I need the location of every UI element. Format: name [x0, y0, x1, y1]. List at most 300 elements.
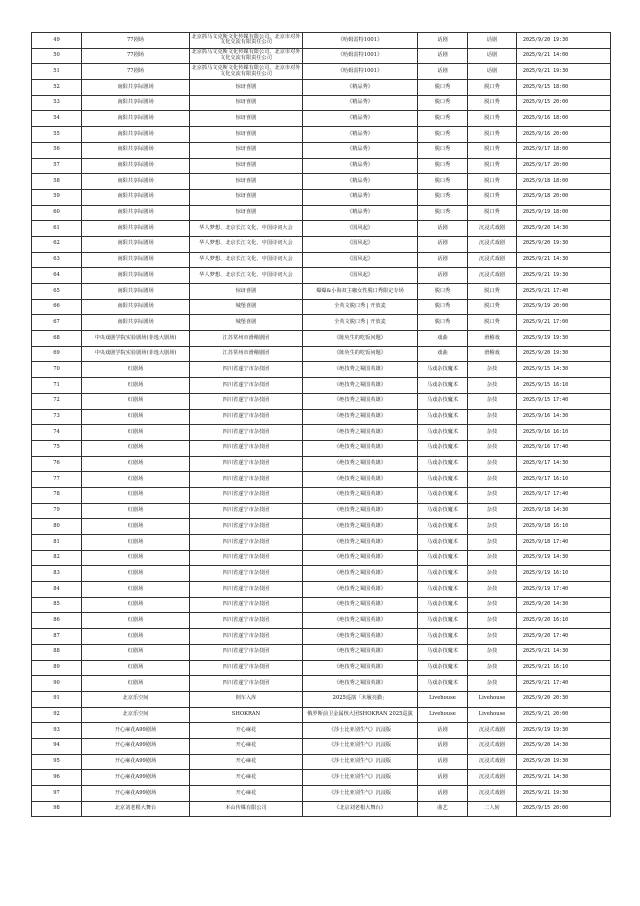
datetime-cell: 2025/9/18 17:40: [517, 535, 611, 551]
category-cell: 沉浸式戏剧: [468, 770, 517, 786]
category-cell: 二人转: [468, 801, 517, 817]
show-title-cell: 《精品秀》: [303, 142, 418, 158]
organizer-cell: 城堡喜剧: [190, 315, 303, 331]
table-row: [32, 676, 611, 692]
show-title-cell: 《绝技秀之蜀国英雄》: [303, 582, 418, 598]
category-cell: 沉浸式戏剧: [468, 221, 517, 237]
genre-cell: 话剧: [418, 723, 468, 739]
genre-cell: 马戏杂技魔术: [418, 676, 468, 692]
genre-cell: 脱口秀: [418, 127, 468, 143]
row-number-cell: 95: [32, 754, 82, 770]
category-cell: 杂技: [468, 456, 517, 472]
row-number-cell: 68: [32, 331, 82, 347]
datetime-cell: 2025/9/19 18:00: [517, 205, 611, 221]
venue-cell: 南阳共享际剧场: [82, 315, 190, 331]
category-cell: 杂技: [468, 535, 517, 551]
table-row: [32, 425, 611, 441]
genre-cell: 戏曲: [418, 331, 468, 347]
category-cell: 杂技: [468, 503, 517, 519]
genre-cell: 马戏杂技魔术: [418, 550, 468, 566]
category-cell: Livehouse: [468, 707, 517, 723]
category-cell: 杂技: [468, 660, 517, 676]
venue-cell: 红剧场: [82, 487, 190, 503]
show-title-cell: 《绝技秀之蜀国英雄》: [303, 644, 418, 660]
venue-cell: 红剧场: [82, 582, 190, 598]
venue-cell: 红剧场: [82, 566, 190, 582]
venue-cell: 红剧场: [82, 676, 190, 692]
venue-cell: 开心麻花A99剧场: [82, 738, 190, 754]
datetime-cell: 2025/9/16 17:40: [517, 440, 611, 456]
table-row: [32, 299, 611, 315]
genre-cell: 脱口秀: [418, 299, 468, 315]
category-cell: 杂技: [468, 519, 517, 535]
row-number-cell: 57: [32, 158, 82, 174]
genre-cell: 话剧: [418, 786, 468, 802]
datetime-cell: 2025/9/19 19:30: [517, 723, 611, 739]
row-number-cell: 92: [32, 707, 82, 723]
datetime-cell: 2025/9/15 16:10: [517, 378, 611, 394]
organizer-cell: 四川省遂宁市杂技团: [190, 472, 303, 488]
datetime-cell: 2025/9/21 17:40: [517, 284, 611, 300]
datetime-cell: 2025/9/18 14:30: [517, 503, 611, 519]
category-cell: Livehouse: [468, 691, 517, 707]
row-number-cell: 67: [32, 315, 82, 331]
show-title-cell: 《国风起》: [303, 268, 418, 284]
datetime-cell: 2025/9/15 20:00: [517, 801, 611, 817]
show-title-cell: 《精品秀》: [303, 127, 418, 143]
row-number-cell: 88: [32, 644, 82, 660]
show-title-cell: 《精品秀》: [303, 174, 418, 190]
genre-cell: 脱口秀: [418, 142, 468, 158]
row-number-cell: 54: [32, 111, 82, 127]
genre-cell: 脱口秀: [418, 111, 468, 127]
row-number-cell: 81: [32, 535, 82, 551]
row-number-cell: 74: [32, 425, 82, 441]
genre-cell: 马戏杂技魔术: [418, 613, 468, 629]
datetime-cell: 2025/9/18 16:10: [517, 519, 611, 535]
datetime-cell: 2025/9/20 19:30: [517, 754, 611, 770]
venue-cell: 开心麻花A99剧场: [82, 754, 190, 770]
genre-cell: 马戏杂技魔术: [418, 629, 468, 645]
row-number-cell: 69: [32, 346, 82, 362]
organizer-cell: 惊讶喜剧: [190, 127, 303, 143]
datetime-cell: 2025/9/21 14:30: [517, 252, 611, 268]
venue-cell: 南阳共享际剧场: [82, 142, 190, 158]
show-title-cell: 《绝技秀之蜀国英雄》: [303, 519, 418, 535]
show-title-cell: 《精品秀》: [303, 111, 418, 127]
show-title-cell: 《国风起》: [303, 221, 418, 237]
genre-cell: 马戏杂技魔术: [418, 487, 468, 503]
category-cell: 杂技: [468, 487, 517, 503]
row-number-cell: 53: [32, 95, 82, 111]
row-number-cell: 78: [32, 487, 82, 503]
category-cell: 沉浸式戏剧: [468, 754, 517, 770]
genre-cell: 话剧: [418, 221, 468, 237]
genre-cell: 戏曲: [418, 346, 468, 362]
datetime-cell: 2025/9/17 20:00: [517, 158, 611, 174]
row-number-cell: 51: [32, 64, 82, 80]
organizer-cell: 华人梦想、北京长江文化、中国诗词大会: [190, 268, 303, 284]
venue-cell: 红剧场: [82, 393, 190, 409]
show-title-cell: 《莎士比亚别生气》沉浸版: [303, 723, 418, 739]
organizer-cell: 四川省遂宁市杂技团: [190, 440, 303, 456]
show-title-cell: 《绝技秀之蜀国英雄》: [303, 378, 418, 394]
venue-cell: 红剧场: [82, 644, 190, 660]
row-number-cell: 85: [32, 597, 82, 613]
genre-cell: 话剧: [418, 236, 468, 252]
datetime-cell: 2025/9/15 14:30: [517, 362, 611, 378]
show-title-cell: 《绝技秀之蜀国英雄》: [303, 472, 418, 488]
table-row: [32, 64, 611, 80]
genre-cell: 脱口秀: [418, 80, 468, 96]
show-title-cell: 《绝技秀之蜀国英雄》: [303, 440, 418, 456]
row-number-cell: 65: [32, 284, 82, 300]
row-number-cell: 98: [32, 801, 82, 817]
show-title-cell: 《哈姆雷特1001》: [303, 48, 418, 64]
table-row: [32, 440, 611, 456]
organizer-cell: 四川省遂宁市杂技团: [190, 629, 303, 645]
show-title-cell: 《精品秀》: [303, 205, 418, 221]
organizer-cell: 北京抓马文克斯文化传媒有限公司、北京市对外文化交流有限责任公司: [190, 33, 303, 49]
genre-cell: 马戏杂技魔术: [418, 472, 468, 488]
row-number-cell: 97: [32, 786, 82, 802]
genre-cell: 脱口秀: [418, 284, 468, 300]
genre-cell: 马戏杂技魔术: [418, 660, 468, 676]
genre-cell: 马戏杂技魔术: [418, 566, 468, 582]
row-number-cell: 66: [32, 299, 82, 315]
venue-cell: 开心麻花A99剧场: [82, 786, 190, 802]
row-number-cell: 82: [32, 550, 82, 566]
venue-cell: 北京刘老根大舞台: [82, 801, 190, 817]
table-row: [32, 221, 611, 237]
genre-cell: 话剧: [418, 770, 468, 786]
datetime-cell: 2025/9/19 14:30: [517, 550, 611, 566]
organizer-cell: 开心麻花: [190, 770, 303, 786]
show-title-cell: 《绝技秀之蜀国英雄》: [303, 409, 418, 425]
table-row: [32, 33, 611, 49]
datetime-cell: 2025/9/21 19:30: [517, 786, 611, 802]
category-cell: 脱口秀: [468, 284, 517, 300]
organizer-cell: 四川省遂宁市杂技团: [190, 393, 303, 409]
row-number-cell: 87: [32, 629, 82, 645]
show-title-cell: 《陈奂生的吃饭问题》: [303, 331, 418, 347]
organizer-cell: 惊讶喜剧: [190, 174, 303, 190]
show-title-cell: 《绝技秀之蜀国英雄》: [303, 597, 418, 613]
organizer-cell: 开心麻花: [190, 786, 303, 802]
venue-cell: 红剧场: [82, 535, 190, 551]
schedule-rows: [32, 33, 611, 817]
row-number-cell: 93: [32, 723, 82, 739]
row-number-cell: 59: [32, 189, 82, 205]
datetime-cell: 2025/9/21 14:00: [517, 48, 611, 64]
datetime-cell: 2025/9/16 14:30: [517, 409, 611, 425]
organizer-cell: 四川省遂宁市杂技团: [190, 519, 303, 535]
venue-cell: 南阳共享际剧场: [82, 268, 190, 284]
table-row: [32, 236, 611, 252]
category-cell: 脱口秀: [468, 111, 517, 127]
genre-cell: 脱口秀: [418, 174, 468, 190]
show-title-cell: 《北京刘老根大舞台》: [303, 801, 418, 817]
category-cell: 脱口秀: [468, 158, 517, 174]
organizer-cell: 开心麻花: [190, 754, 303, 770]
show-title-cell: 《精品秀》: [303, 95, 418, 111]
show-title-cell: 俄罗斯前卫金属核大团SHOKRAN 2025巡演: [303, 707, 418, 723]
genre-cell: 曲艺: [418, 801, 468, 817]
row-number-cell: 80: [32, 519, 82, 535]
show-title-cell: 《绝技秀之蜀国英雄》: [303, 629, 418, 645]
category-cell: 杂技: [468, 582, 517, 598]
organizer-cell: 四川省遂宁市杂技团: [190, 503, 303, 519]
venue-cell: 南阳共享际剧场: [82, 174, 190, 190]
venue-cell: 北京乐空间: [82, 691, 190, 707]
datetime-cell: 2025/9/19 16:10: [517, 566, 611, 582]
category-cell: 杂技: [468, 597, 517, 613]
venue-cell: 南阳共享际剧场: [82, 189, 190, 205]
organizer-cell: 江苏常州市滑稽剧团: [190, 331, 303, 347]
organizer-cell: SHOKRAN: [190, 707, 303, 723]
venue-cell: 红剧场: [82, 440, 190, 456]
venue-cell: 77剧场: [82, 33, 190, 49]
row-number-cell: 94: [32, 738, 82, 754]
genre-cell: 马戏杂技魔术: [418, 597, 468, 613]
show-title-cell: 《莎士比亚别生气》沉浸版: [303, 770, 418, 786]
venue-cell: 红剧场: [82, 362, 190, 378]
organizer-cell: 华人梦想、北京长江文化、中国诗词大会: [190, 236, 303, 252]
organizer-cell: 北京抓马文克斯文化传媒有限公司、北京市对外文化交流有限责任公司: [190, 64, 303, 80]
category-cell: 沉浸式戏剧: [468, 236, 517, 252]
category-cell: 杂技: [468, 566, 517, 582]
organizer-cell: 惊讶喜剧: [190, 80, 303, 96]
datetime-cell: 2025/9/16 16:10: [517, 425, 611, 441]
show-title-cell: 《哈姆雷特1001》: [303, 64, 418, 80]
genre-cell: 脱口秀: [418, 158, 468, 174]
show-title-cell: 《国风起》: [303, 236, 418, 252]
organizer-cell: 华人梦想、北京长江文化、中国诗词大会: [190, 221, 303, 237]
venue-cell: 中央戏剧学院实验剧场(菲逸大剧场): [82, 331, 190, 347]
organizer-cell: 城堡喜剧: [190, 299, 303, 315]
category-cell: 沉浸式戏剧: [468, 786, 517, 802]
row-number-cell: 73: [32, 409, 82, 425]
show-title-cell: 《精品秀》: [303, 158, 418, 174]
genre-cell: 马戏杂技魔术: [418, 582, 468, 598]
genre-cell: 马戏杂技魔术: [418, 378, 468, 394]
datetime-cell: 2025/9/21 20:00: [517, 707, 611, 723]
table-row: [32, 660, 611, 676]
table-row: [32, 252, 611, 268]
organizer-cell: 四川省遂宁市杂技团: [190, 566, 303, 582]
organizer-cell: 四川省遂宁市杂技团: [190, 550, 303, 566]
datetime-cell: 2025/9/21 19:30: [517, 64, 611, 80]
table-row: [32, 315, 611, 331]
row-number-cell: 89: [32, 660, 82, 676]
row-number-cell: 96: [32, 770, 82, 786]
category-cell: 脱口秀: [468, 80, 517, 96]
category-cell: 脱口秀: [468, 142, 517, 158]
datetime-cell: 2025/9/16 18:00: [517, 111, 611, 127]
category-cell: 脱口秀: [468, 127, 517, 143]
venue-cell: 开心麻花A99剧场: [82, 723, 190, 739]
category-cell: 脱口秀: [468, 95, 517, 111]
show-title-cell: 《精品秀》: [303, 189, 418, 205]
row-number-cell: 90: [32, 676, 82, 692]
genre-cell: 话剧: [418, 48, 468, 64]
datetime-cell: 2025/9/21 14:30: [517, 770, 611, 786]
genre-cell: 马戏杂技魔术: [418, 393, 468, 409]
table-row: [32, 754, 611, 770]
show-title-cell: 《绝技秀之蜀国英雄》: [303, 676, 418, 692]
row-number-cell: 50: [32, 48, 82, 64]
datetime-cell: 2025/9/15 18:00: [517, 80, 611, 96]
venue-cell: 红剧场: [82, 629, 190, 645]
genre-cell: 马戏杂技魔术: [418, 519, 468, 535]
show-title-cell: 全英文脱口秀 | 开放麦: [303, 315, 418, 331]
category-cell: 沉浸式戏剧: [468, 723, 517, 739]
row-number-cell: 56: [32, 142, 82, 158]
show-title-cell: 《绝技秀之蜀国英雄》: [303, 503, 418, 519]
venue-cell: 开心麻花A99剧场: [82, 770, 190, 786]
show-title-cell: 《精品秀》: [303, 80, 418, 96]
datetime-cell: 2025/9/21 19:30: [517, 268, 611, 284]
row-number-cell: 79: [32, 503, 82, 519]
venue-cell: 南阳共享际剧场: [82, 252, 190, 268]
genre-cell: 脱口秀: [418, 315, 468, 331]
datetime-cell: 2025/9/19 17:40: [517, 582, 611, 598]
venue-cell: 红剧场: [82, 519, 190, 535]
venue-cell: 红剧场: [82, 409, 190, 425]
venue-cell: 南阳共享际剧场: [82, 205, 190, 221]
show-title-cell: 《绝技秀之蜀国英雄》: [303, 487, 418, 503]
organizer-cell: 四川省遂宁市杂技团: [190, 582, 303, 598]
category-cell: 杂技: [468, 676, 517, 692]
table-row: [32, 331, 611, 347]
row-number-cell: 86: [32, 613, 82, 629]
table-row: [32, 268, 611, 284]
category-cell: 杂技: [468, 378, 517, 394]
category-cell: 杂技: [468, 629, 517, 645]
category-cell: 杂技: [468, 550, 517, 566]
table-row: [32, 770, 611, 786]
datetime-cell: 2025/9/17 18:00: [517, 142, 611, 158]
genre-cell: 马戏杂技魔术: [418, 644, 468, 660]
datetime-cell: 2025/9/20 16:10: [517, 613, 611, 629]
genre-cell: Livehouse: [418, 691, 468, 707]
genre-cell: 马戏杂技魔术: [418, 362, 468, 378]
table-row: [32, 362, 611, 378]
organizer-cell: 江苏常州市滑稽剧团: [190, 346, 303, 362]
organizer-cell: 四川省遂宁市杂技团: [190, 487, 303, 503]
organizer-cell: 四川省遂宁市杂技团: [190, 409, 303, 425]
genre-cell: 马戏杂技魔术: [418, 456, 468, 472]
show-title-cell: 《绝技秀之蜀国英雄》: [303, 613, 418, 629]
organizer-cell: 惊讶喜剧: [190, 95, 303, 111]
table-row: [32, 142, 611, 158]
datetime-cell: 2025/9/17 17:40: [517, 487, 611, 503]
datetime-cell: 2025/9/21 17:00: [517, 315, 611, 331]
organizer-cell: 四川省遂宁市杂技团: [190, 613, 303, 629]
table-row: [32, 189, 611, 205]
show-title-cell: 《绝技秀之蜀国英雄》: [303, 660, 418, 676]
organizer-cell: 惊讶喜剧: [190, 189, 303, 205]
table-row: [32, 691, 611, 707]
organizer-cell: 四川省遂宁市杂技团: [190, 362, 303, 378]
category-cell: 滑稽戏: [468, 346, 517, 362]
venue-cell: 77剧场: [82, 48, 190, 64]
venue-cell: 南阳共享际剧场: [82, 111, 190, 127]
show-title-cell: 《陈奂生的吃饭问题》: [303, 346, 418, 362]
genre-cell: 话剧: [418, 252, 468, 268]
show-title-cell: 《国风起》: [303, 252, 418, 268]
show-title-cell: 《绝技秀之蜀国英雄》: [303, 425, 418, 441]
venue-cell: 南阳共享际剧场: [82, 158, 190, 174]
show-title-cell: 《莎士比亚别生气》沉浸版: [303, 738, 418, 754]
genre-cell: Livehouse: [418, 707, 468, 723]
venue-cell: 南阳共享际剧场: [82, 299, 190, 315]
genre-cell: 马戏杂技魔术: [418, 425, 468, 441]
organizer-cell: 四川省遂宁市杂技团: [190, 535, 303, 551]
venue-cell: 红剧场: [82, 456, 190, 472]
venue-cell: 中央戏剧学院实验剧场(菲逸大剧场): [82, 346, 190, 362]
table-row: [32, 613, 611, 629]
datetime-cell: 2025/9/15 20:00: [517, 95, 611, 111]
organizer-cell: 惊讶喜剧: [190, 142, 303, 158]
show-title-cell: 《莎士比亚别生气》沉浸版: [303, 754, 418, 770]
venue-cell: 77剧场: [82, 64, 190, 80]
organizer-cell: 本山传媒有限公司: [190, 801, 303, 817]
organizer-cell: 北京抓马文克斯文化传媒有限公司、北京市对外文化交流有限责任公司: [190, 48, 303, 64]
row-number-cell: 55: [32, 127, 82, 143]
datetime-cell: 2025/9/20 17:40: [517, 629, 611, 645]
table-row: [32, 95, 611, 111]
venue-cell: 红剧场: [82, 597, 190, 613]
datetime-cell: 2025/9/20 19:30: [517, 346, 611, 362]
table-row: [32, 48, 611, 64]
category-cell: 杂技: [468, 393, 517, 409]
category-cell: 沉浸式戏剧: [468, 252, 517, 268]
organizer-cell: 四川省遂宁市杂技团: [190, 676, 303, 692]
genre-cell: 话剧: [418, 33, 468, 49]
category-cell: 话剧: [468, 48, 517, 64]
category-cell: 脱口秀: [468, 189, 517, 205]
venue-cell: 南阳共享际剧场: [82, 127, 190, 143]
organizer-cell: 开心麻花: [190, 723, 303, 739]
venue-cell: 红剧场: [82, 550, 190, 566]
datetime-cell: 2025/9/17 14:30: [517, 456, 611, 472]
row-number-cell: 91: [32, 691, 82, 707]
category-cell: 脱口秀: [468, 174, 517, 190]
datetime-cell: 2025/9/17 16:10: [517, 472, 611, 488]
table-row: [32, 738, 611, 754]
table-row: [32, 550, 611, 566]
show-title-cell: 《绝技秀之蜀国英雄》: [303, 550, 418, 566]
table-row: [32, 456, 611, 472]
organizer-cell: 惊讶喜剧: [190, 284, 303, 300]
show-title-cell: 2025巡演「未履亮勤」: [303, 691, 418, 707]
table-row: [32, 566, 611, 582]
category-cell: 沉浸式戏剧: [468, 268, 517, 284]
datetime-cell: 2025/9/20 14:30: [517, 221, 611, 237]
table-row: [32, 503, 611, 519]
venue-cell: 红剧场: [82, 378, 190, 394]
datetime-cell: 2025/9/19 20:00: [517, 299, 611, 315]
organizer-cell: 倒车入库: [190, 691, 303, 707]
organizer-cell: 开心麻花: [190, 738, 303, 754]
venue-cell: 南阳共享际剧场: [82, 236, 190, 252]
table-row: [32, 378, 611, 394]
show-title-cell: 《哈姆雷特1001》: [303, 33, 418, 49]
show-title-cell: 《绝技秀之蜀国英雄》: [303, 566, 418, 582]
show-title-cell: 《绝技秀之蜀国英雄》: [303, 362, 418, 378]
datetime-cell: 2025/9/21 17:40: [517, 676, 611, 692]
